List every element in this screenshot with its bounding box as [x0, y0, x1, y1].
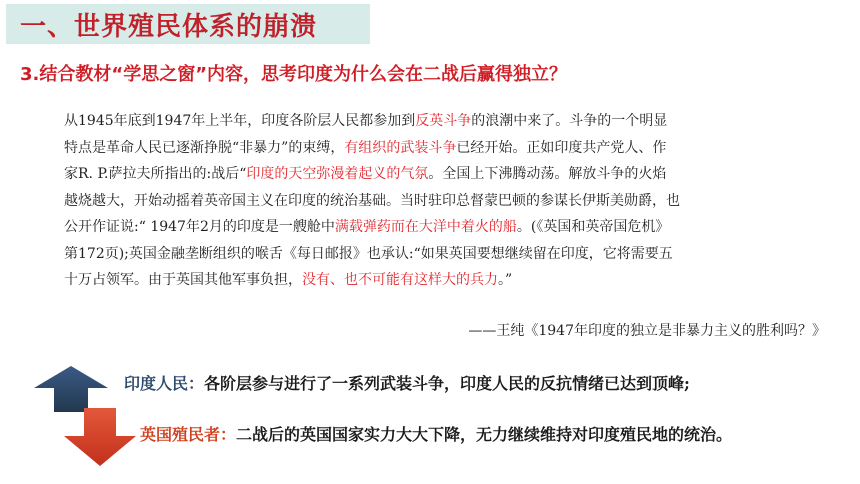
passage-text: 。(《英国和英帝国危机》: [516, 219, 670, 235]
passage-text: 公开作证说:“ 1947年2月的印度是一艘舱中: [64, 219, 335, 235]
quoted-passage: [64, 108, 826, 294]
passage-line: [64, 135, 826, 162]
passage-text: 特点是革命人民已逐渐挣脱“非暴力”的束缚，: [64, 139, 345, 156]
passage-source: ——王纯《1947年印度的独立是非暴力主义的胜利吗？》: [468, 323, 826, 339]
passage-text: 第172页);英国金融垄断组织的喉舌《每日邮报》也承认:“如果英国要想继续留在印度，它将需要五: [64, 245, 673, 262]
passage-text: 。”: [498, 272, 513, 288]
summary-indian-people-text: 各阶层参与进行了一系列武装斗争，印度人民的反抗情绪已达到顶峰;: [204, 374, 690, 393]
question-text: 3.结合教材“学思之窗”内容，思考印度为什么会在二战后赢得独立？: [20, 64, 568, 85]
section-title: 一、世界殖民体系的崩溃: [20, 12, 318, 42]
passage-text: 十万占领军。由于英国其他军事负担，: [64, 272, 302, 288]
summary-indian-people-label: 印度人民：: [124, 374, 205, 393]
passage-text: 家R. P.萨拉夫所指出的:战后“: [64, 166, 247, 182]
passage-line: [64, 108, 826, 135]
passage-line: [64, 241, 826, 268]
passage-highlight: 有组织的武装斗争: [344, 139, 457, 156]
passage-line: [64, 161, 826, 188]
summary-british-colonists-label: 英国殖民者：: [140, 425, 237, 444]
passage-highlight: 印度的天空弥漫着起义的气氛: [246, 166, 429, 182]
passage-text: 的浪潮中来了。斗争的一个明显: [471, 113, 668, 129]
arrow-down-icon: [62, 406, 138, 468]
passage-highlight: 满载弹药而在大洋中着火的船: [334, 219, 517, 235]
passage-text: 已经开始。正如印度共产党人、作: [456, 139, 667, 156]
passage-line: [64, 267, 826, 294]
passage-highlight: 没有、也不可能有这样大的兵力: [302, 272, 498, 288]
passage-text: 从1945年底到1947年上半年，印度各阶层人民都参加到: [64, 113, 416, 129]
passage-line: [64, 214, 826, 241]
summary-british-colonists-text: 二战后的英国国家实力大大下降，无力继续维持对印度殖民地的统治。: [236, 425, 733, 444]
passage-text: 越烧越大，开始动摇着英帝国主义在印度的统治基础。当时驻印总督蒙巴顿的参谋长伊斯美勋爵，也: [64, 192, 680, 209]
summary-indian-people: [124, 373, 690, 395]
passage-highlight: 反英斗争: [415, 113, 472, 129]
section-title-banner: [6, 4, 370, 44]
passage-text: 。全国上下沸腾动荡。解放斗争的火焰: [428, 166, 667, 182]
summary-british-colonists: [140, 424, 732, 446]
passage-line: [64, 188, 826, 215]
